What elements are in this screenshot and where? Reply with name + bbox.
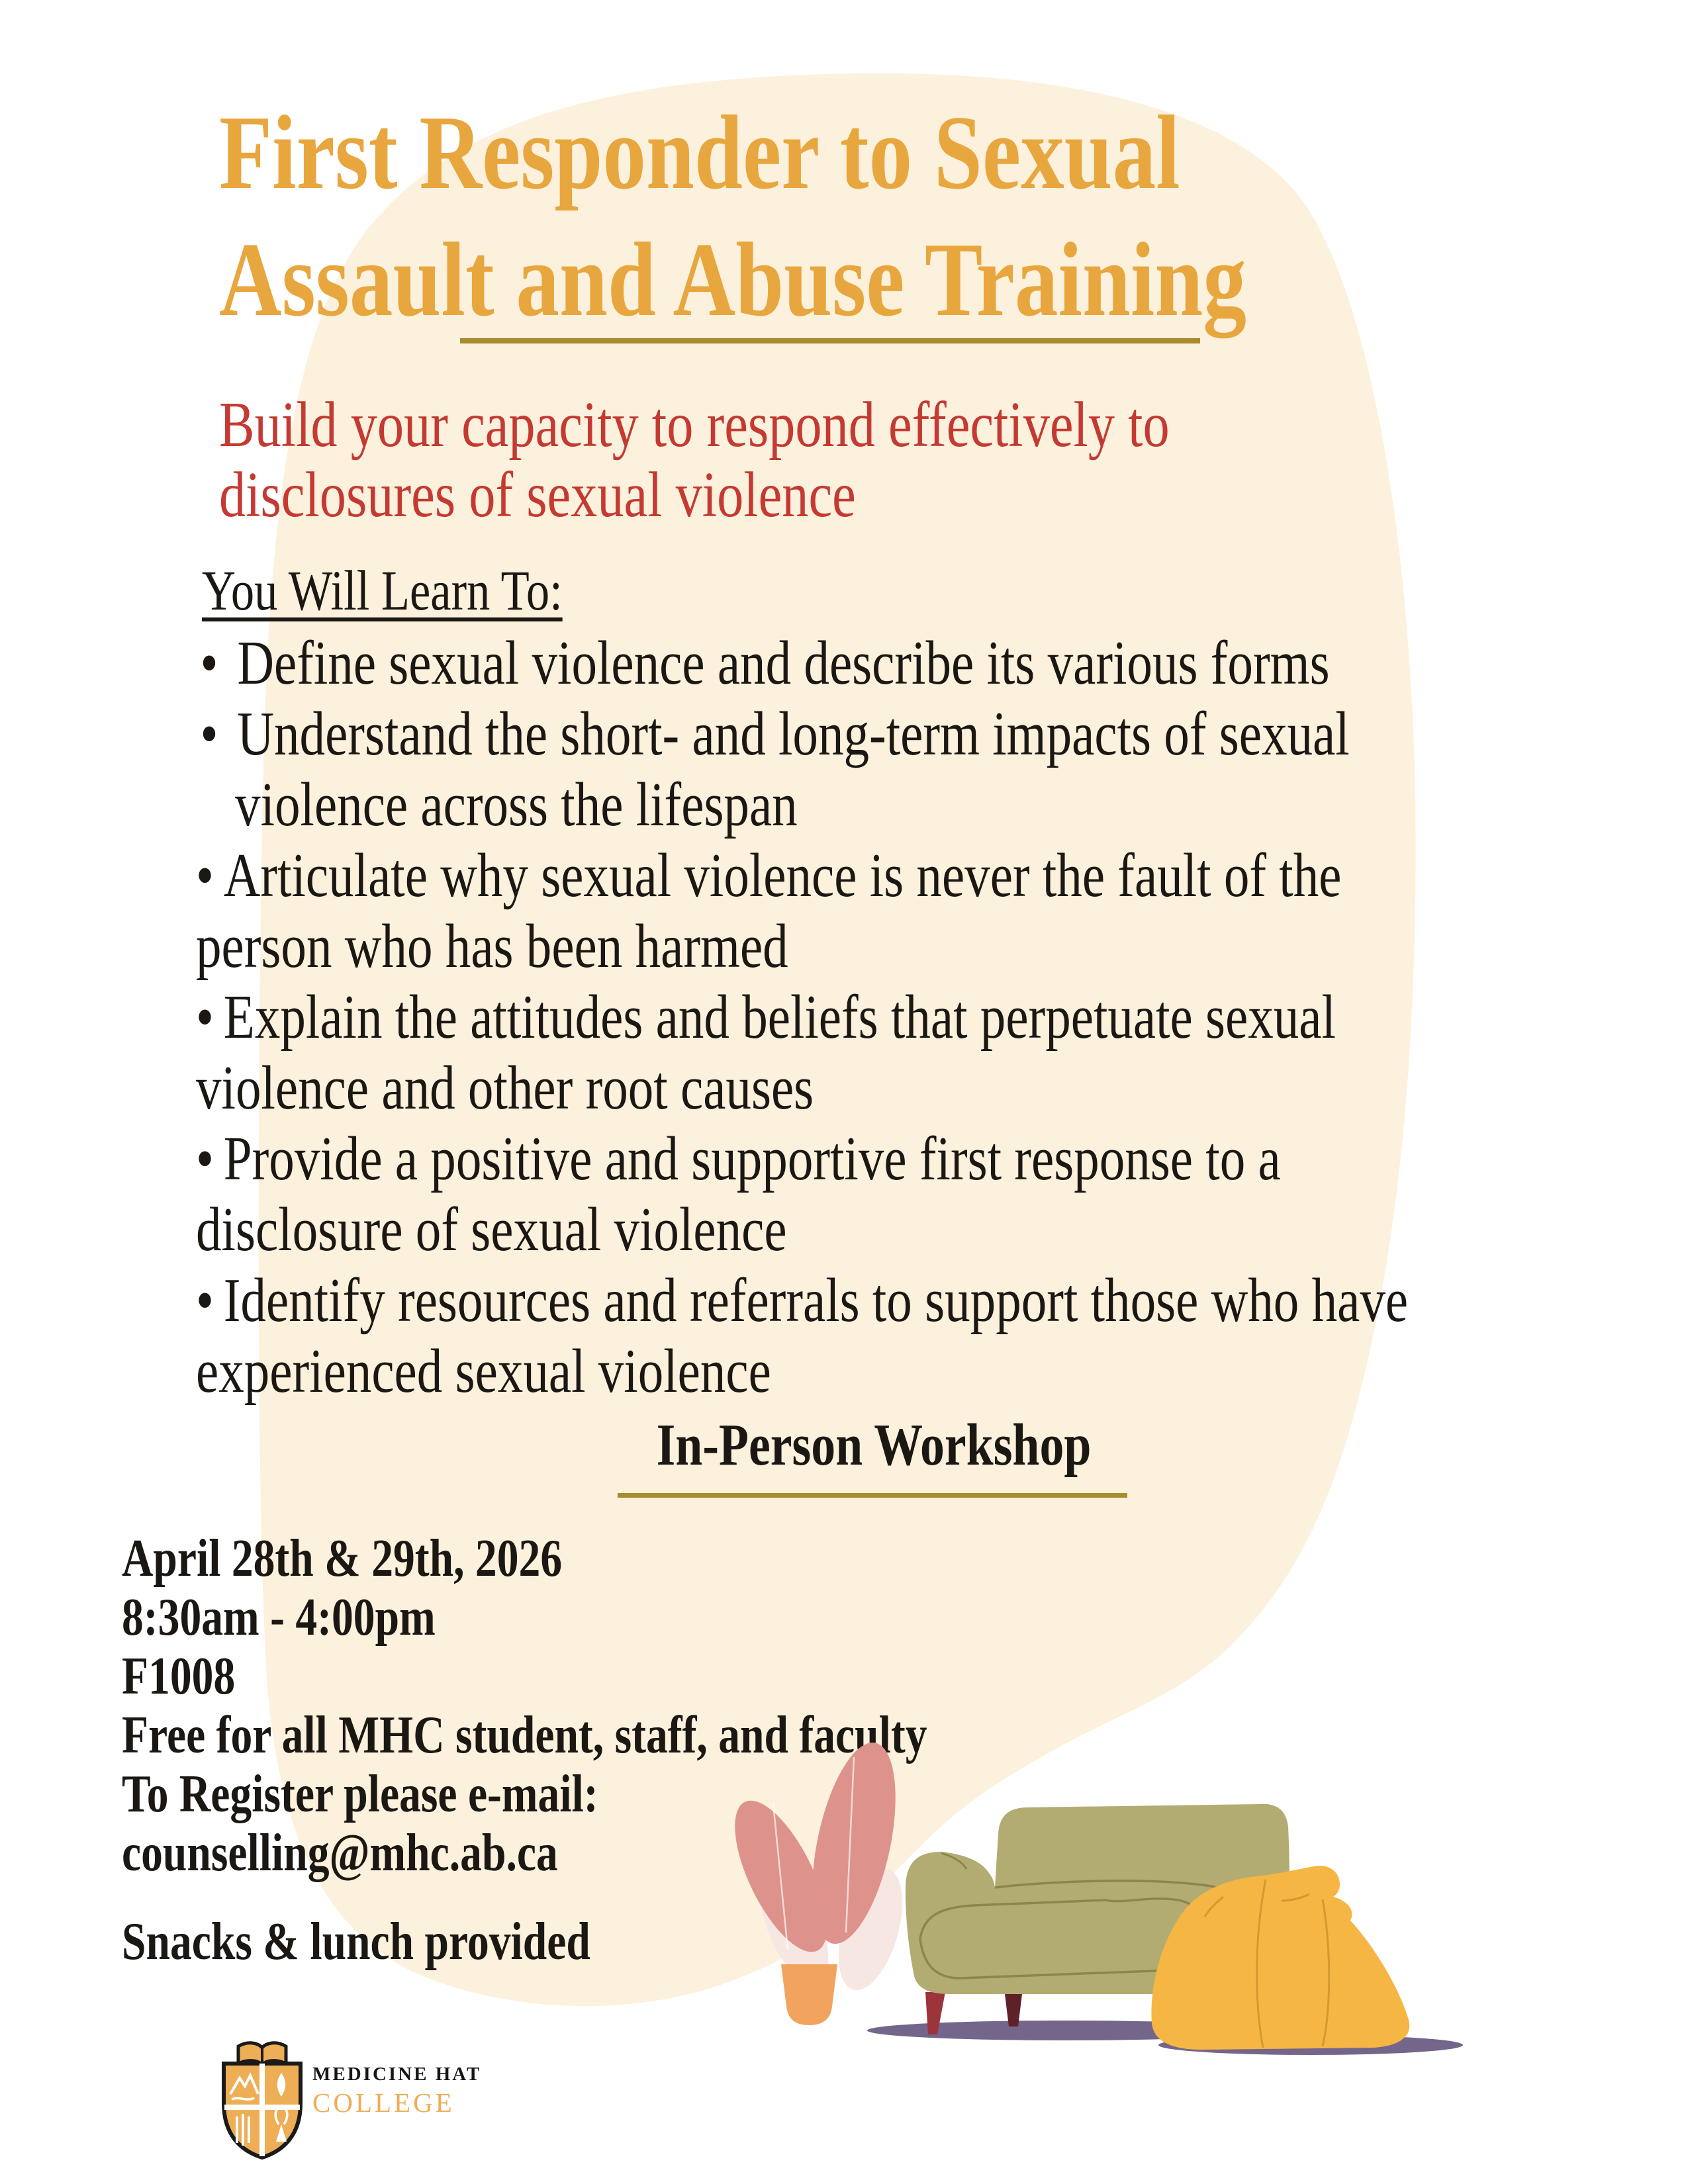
lounge-illustration	[695, 1721, 1489, 2065]
learn-item-line: • Articulate why sexual violence is never the fault of the	[196, 841, 1444, 911]
event-detail-line: Free for all MHC student, staff, and faculty	[122, 1706, 927, 1764]
potted-plant-illustration	[716, 1735, 914, 2025]
learn-item-line: • Understand the short- and long-term impacts of sexual	[196, 699, 1444, 770]
page-title	[219, 89, 1246, 343]
plant-pot	[781, 1964, 837, 2025]
logo-org-type: COLLEGE	[312, 2087, 455, 2118]
learn-item-line: experienced sexual violence	[196, 1337, 771, 1406]
event-detail-line: F1008	[122, 1647, 236, 1706]
event-detail-line: To Register please e-mail:	[122, 1765, 598, 1823]
poster-subtitle-line: Build your capacity to respond effectively to	[219, 389, 1170, 461]
learn-item-line: disclosure of sexual violence	[196, 1195, 787, 1264]
logo-text	[312, 2064, 481, 2118]
poster-subtitle	[219, 390, 1170, 530]
learn-list	[196, 628, 1444, 1407]
event-detail-line: April 28th & 29th, 2026	[122, 1529, 563, 1588]
workshop-heading: In-Person Workshop	[656, 1412, 1092, 1478]
learn-item-line: violence and other root causes	[196, 1054, 814, 1122]
page-title-line: First Responder to Sexual	[219, 93, 1180, 211]
learn-item-line: • Provide a positive and supportive first response to a	[196, 1124, 1444, 1195]
college-logo	[212, 2037, 543, 2183]
poster-subtitle-line: disclosures of sexual violence	[219, 459, 856, 531]
learn-item-line: violence across the lifespan	[235, 770, 798, 839]
learn-item-line: person who has been harmed	[196, 912, 788, 981]
page-title-line: Assault and Abuse Training	[219, 220, 1246, 338]
workshop-underline	[618, 1493, 1127, 1498]
college-crest-shield-icon	[212, 2037, 311, 2183]
learn-item-line: • Define sexual violence and describe its various forms	[196, 628, 1444, 699]
event-detail-line: 8:30am - 4:00pm	[122, 1588, 436, 1647]
logo-org-name: MEDICINE HAT	[312, 2064, 482, 2085]
learn-heading: You Will Learn To:	[202, 559, 563, 622]
learn-item-line: • Identify resources and referrals to support those who have	[196, 1265, 1444, 1336]
learn-item-line: • Explain the attitudes and beliefs that perpetuate sexual	[196, 982, 1444, 1053]
title-underline	[460, 338, 1200, 343]
snacks-note: Snacks & lunch provided	[122, 1913, 590, 1971]
event-detail-line: counselling@mhc.ab.ca	[122, 1824, 558, 1882]
